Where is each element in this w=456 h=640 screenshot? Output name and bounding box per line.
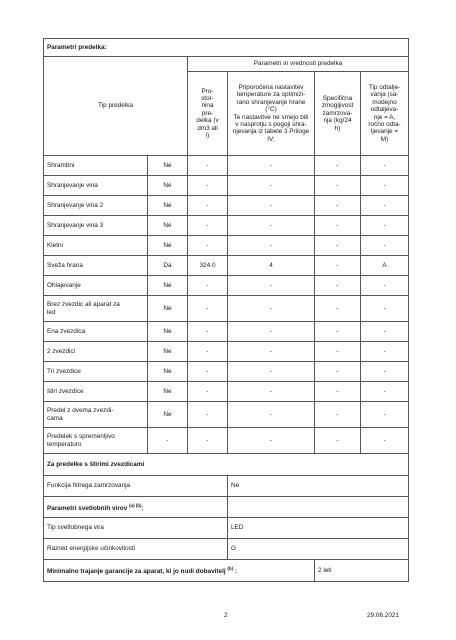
table-row	[44, 428, 409, 454]
compartment-temperature: -	[228, 428, 315, 454]
compartment-freezing-capacity: -	[315, 256, 361, 276]
compartment-freezing-capacity: -	[315, 342, 361, 362]
compartment-volume: -	[188, 362, 228, 382]
table-row	[44, 276, 409, 296]
table-row	[44, 236, 409, 256]
compartment-present: Ne	[148, 402, 188, 428]
light-source-title-text: Parametri svetlobnih virov	[47, 504, 128, 512]
compartment-temperature: -	[228, 296, 315, 322]
col-header-volume: Pro- stor- nina pre- delka (v dm3 ali l)	[188, 72, 228, 156]
compartment-temperature: -	[228, 156, 315, 176]
compartment-present: Ne	[148, 362, 188, 382]
compartment-defrost-type: -	[361, 322, 409, 342]
compartment-defrost-type: A	[361, 256, 409, 276]
table-row	[44, 296, 409, 322]
compartment-temperature: -	[228, 402, 315, 428]
compartment-freezing-capacity: -	[315, 382, 361, 402]
compartment-type: Tri zvezdice	[44, 362, 148, 382]
compartment-volume: -	[188, 296, 228, 322]
warranty-value: 2 leti	[315, 560, 409, 582]
compartment-volume: -	[188, 428, 228, 454]
compartment-temperature: -	[228, 216, 315, 236]
light-source-section-title: Parametri svetlobnih virov $^{(a) (b)}$:	[44, 497, 228, 518]
light-type-value: LED	[228, 518, 409, 539]
compartment-type: Predel z dvema zvezdi- cama	[44, 402, 148, 428]
compartment-freezing-capacity: -	[315, 176, 361, 196]
compartment-volume: 324.0	[188, 256, 228, 276]
compartment-volume: -	[188, 342, 228, 362]
compartment-present: Ne	[148, 236, 188, 256]
compartment-type: Shranjevanje vina 2	[44, 196, 148, 216]
table-row	[44, 402, 409, 428]
compartment-temperature: -	[228, 176, 315, 196]
compartment-freezing-capacity: -	[315, 236, 361, 256]
compartment-volume: -	[188, 276, 228, 296]
table-row	[44, 342, 409, 362]
fast-freeze-value: Ne	[228, 476, 409, 497]
table-row	[44, 216, 409, 236]
compartment-present: Ne	[148, 322, 188, 342]
table-row	[44, 256, 409, 276]
compartment-present: Ne	[148, 382, 188, 402]
compartment-temperature: -	[228, 196, 315, 216]
warranty-footnote-ref: (b)	[227, 566, 234, 572]
table-row	[44, 176, 409, 196]
compartment-type: Shranjevanje vina 3	[44, 216, 148, 236]
compartment-volume: -	[188, 236, 228, 256]
compartment-parameters-table	[43, 38, 409, 582]
compartment-temperature: -	[228, 362, 315, 382]
compartment-type: Brez zvezdic ali aparat za led	[44, 296, 148, 322]
compartment-defrost-type: -	[361, 176, 409, 196]
compartment-volume: -	[188, 176, 228, 196]
col-header-temperature: Priporočena nastavitev temperature za optimizi- rano shranjevanje hrane (°C) Te nastavitve ne smejo biti v nasprotju s pogoji shra- njevanja iz tabele 3 Priloge IV;	[228, 72, 315, 156]
compartment-defrost-type: -	[361, 236, 409, 256]
compartment-defrost-type: -	[361, 216, 409, 236]
compartment-present: Ne	[148, 296, 188, 322]
table-row	[44, 362, 409, 382]
compartment-volume: -	[188, 196, 228, 216]
compartment-freezing-capacity: -	[315, 322, 361, 342]
compartment-freezing-capacity: -	[315, 362, 361, 382]
col-header-type: Tip predelka	[44, 57, 188, 156]
compartment-freezing-capacity: -	[315, 402, 361, 428]
col-header-defrost-type: Tip odtalje- vanja (sa- modejno odtaljeva- nje = A, ročno odta- ljevanje = M)	[361, 72, 409, 156]
compartment-present: Ne	[148, 276, 188, 296]
energy-class-label: Razred energijske učinkovitosti	[44, 539, 228, 560]
table-row	[44, 322, 409, 342]
compartment-freezing-capacity: -	[315, 276, 361, 296]
compartment-defrost-type: -	[361, 296, 409, 322]
compartment-type: Shranjevanje vina	[44, 176, 148, 196]
compartment-present: Ne	[148, 216, 188, 236]
compartment-defrost-type: -	[361, 342, 409, 362]
compartment-freezing-capacity: -	[315, 196, 361, 216]
compartment-type: Shrambni	[44, 156, 148, 176]
compartment-temperature: -	[228, 322, 315, 342]
table-row	[44, 156, 409, 176]
compartment-present: Ne	[148, 196, 188, 216]
compartment-volume: -	[188, 402, 228, 428]
compartment-freezing-capacity: -	[315, 296, 361, 322]
compartment-temperature: -	[228, 276, 315, 296]
compartment-type: Ohlajevanje	[44, 276, 148, 296]
four-star-section-title: Za predelke s štirimi zvezdicami	[44, 454, 409, 476]
compartment-temperature: -	[228, 382, 315, 402]
table-row	[44, 196, 409, 216]
compartment-volume: -	[188, 156, 228, 176]
light-source-footnote-ref: (a) (b)	[129, 502, 142, 508]
compartment-type: Kletni	[44, 236, 148, 256]
compartment-defrost-type: -	[361, 196, 409, 216]
compartment-freezing-capacity: -	[315, 428, 361, 454]
compartment-temperature: -	[228, 342, 315, 362]
compartment-type: 2 zvezdici	[44, 342, 148, 362]
compartment-defrost-type: -	[361, 362, 409, 382]
compartment-type: Sveža hrana	[44, 256, 148, 276]
compartment-defrost-type: -	[361, 382, 409, 402]
compartment-present: Da	[148, 256, 188, 276]
compartment-present: -	[148, 428, 188, 454]
document-date: 29.06.2021	[367, 612, 399, 619]
compartment-type: Predelek s spremenljivo temperaturo	[44, 428, 148, 454]
compartment-defrost-type: -	[361, 402, 409, 428]
section-title: Parametri predelka:	[44, 39, 409, 57]
compartment-volume: -	[188, 382, 228, 402]
compartment-present: Ne	[148, 342, 188, 362]
light-type-label: Tip svetlobnega vira	[44, 518, 228, 539]
compartment-present: Ne	[148, 176, 188, 196]
compartment-freezing-capacity: -	[315, 216, 361, 236]
compartment-volume: -	[188, 322, 228, 342]
compartment-volume: -	[188, 216, 228, 236]
page-number: 2	[224, 612, 228, 619]
compartment-defrost-type: -	[361, 276, 409, 296]
compartment-temperature: 4	[228, 256, 315, 276]
params-group-header: Parametri in vrednosti predelka	[188, 57, 409, 72]
compartment-temperature: -	[228, 236, 315, 256]
table-row	[44, 382, 409, 402]
energy-class-value: G	[228, 539, 409, 560]
compartment-freezing-capacity: -	[315, 156, 361, 176]
compartment-defrost-type: -	[361, 428, 409, 454]
compartment-type: Ena zvezdica	[44, 322, 148, 342]
compartment-type: štiri zvezdice	[44, 382, 148, 402]
warranty-label: Minimalno trajanje garancije za aparat, ki jo nudi dobavitelj	[47, 568, 226, 576]
compartment-present: Ne	[148, 156, 188, 176]
warranty-label-cell: Minimalno trajanje garancije za aparat, ki jo nudi dobavitelj $^{(b)}$ :	[44, 560, 315, 582]
fast-freeze-label: Funkcija hitrega zamrzovanja	[44, 476, 228, 497]
compartment-defrost-type: -	[361, 156, 409, 176]
col-header-freezing-capacity: Specifična zmogljivost zamrzova- nja (kg/24 h)	[315, 72, 361, 156]
